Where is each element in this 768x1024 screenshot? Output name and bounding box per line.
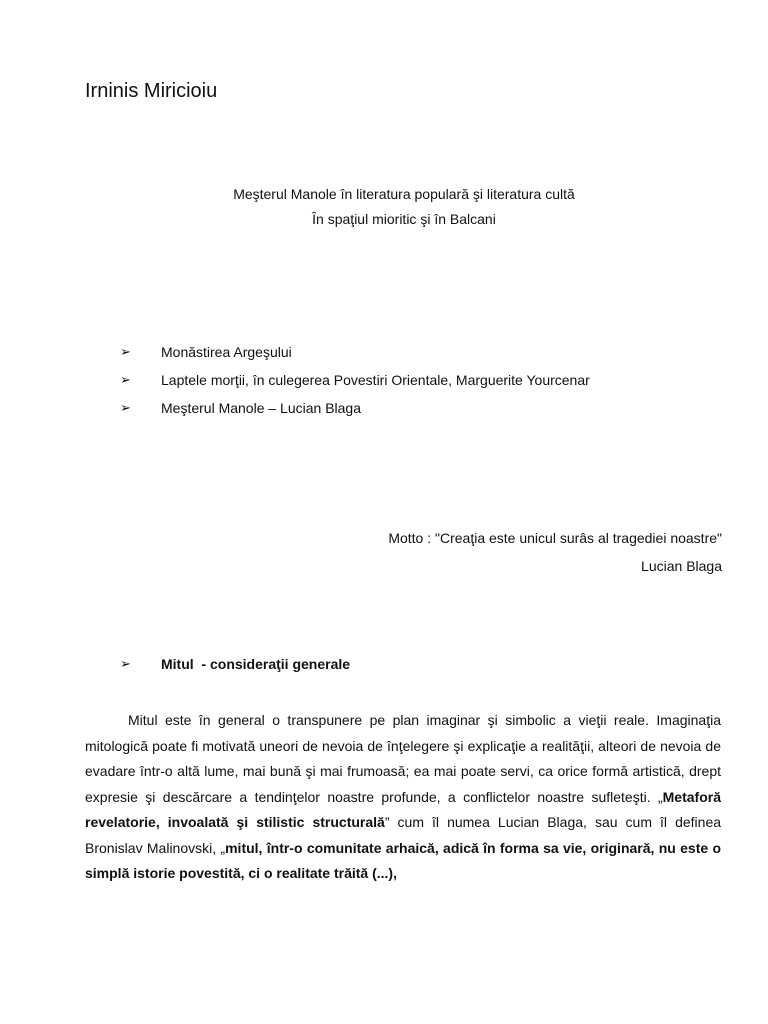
arrow-bullet-icon: ➢ bbox=[120, 344, 131, 360]
work-title: Laptele morţii, în culegerea Povestiri Orientale, Marguerite Yourcenar bbox=[161, 372, 590, 388]
document-title bbox=[0, 182, 768, 232]
list-item bbox=[120, 394, 590, 422]
author-name: Irninis Miricioiu bbox=[85, 80, 218, 102]
arrow-bullet-icon: ➢ bbox=[120, 372, 131, 388]
arrow-bullet-icon: ➢ bbox=[120, 400, 131, 416]
section-heading-text: Mitul - consideraţii generale bbox=[161, 656, 351, 672]
body-paragraph bbox=[85, 708, 721, 887]
quote-bold: mitul, într-o comunitate arhaică, adică în forma sa vie, originară, nu este o simplă istorie povestită, ci o realitate trăită (...), bbox=[85, 839, 722, 881]
motto-block bbox=[388, 524, 722, 580]
title-line-2: În spaţiul mioritic şi în Balcani bbox=[312, 211, 496, 227]
title-line-1: Meşterul Manole în literatura populară şi literatura cultă bbox=[233, 186, 575, 202]
motto-text: Motto : "Creaţia este unicul surâs al tragediei noastre" bbox=[388, 530, 722, 546]
work-title: Meşterul Manole – Lucian Blaga bbox=[161, 400, 362, 416]
motto-attribution: Lucian Blaga bbox=[641, 558, 722, 574]
work-title: Monăstirea Argeşului bbox=[161, 344, 292, 360]
arrow-bullet-icon: ➢ bbox=[120, 656, 131, 672]
section-heading bbox=[120, 656, 350, 672]
paragraph-text: ” cum îl numea Lucian Blaga, sau cum îl definea Bronislav Malinovski, „ bbox=[85, 814, 722, 856]
quote-bold: Metaforă revelatorie, invoalată şi stilistic structurală bbox=[85, 788, 721, 830]
works-list bbox=[120, 338, 590, 422]
list-item bbox=[120, 366, 590, 394]
list-item bbox=[120, 338, 590, 366]
paragraph-text: Mitul este în general o transpunere pe plan imaginar şi simbolic a vieţii reale. Imaginaţia mitologică poate fi motivată uneori de nevoia de înţelegere şi explicaţie a realităţii, alteori de nevoia de evadare într-o altă lume, mai bună şi mai frumoasă; ea mai poate servi, ca orice formă artistică, drept expresie şi descărcare a tendinţelor noastre profunde, a conflictelor noastre sufleteşti. „ bbox=[85, 712, 721, 805]
